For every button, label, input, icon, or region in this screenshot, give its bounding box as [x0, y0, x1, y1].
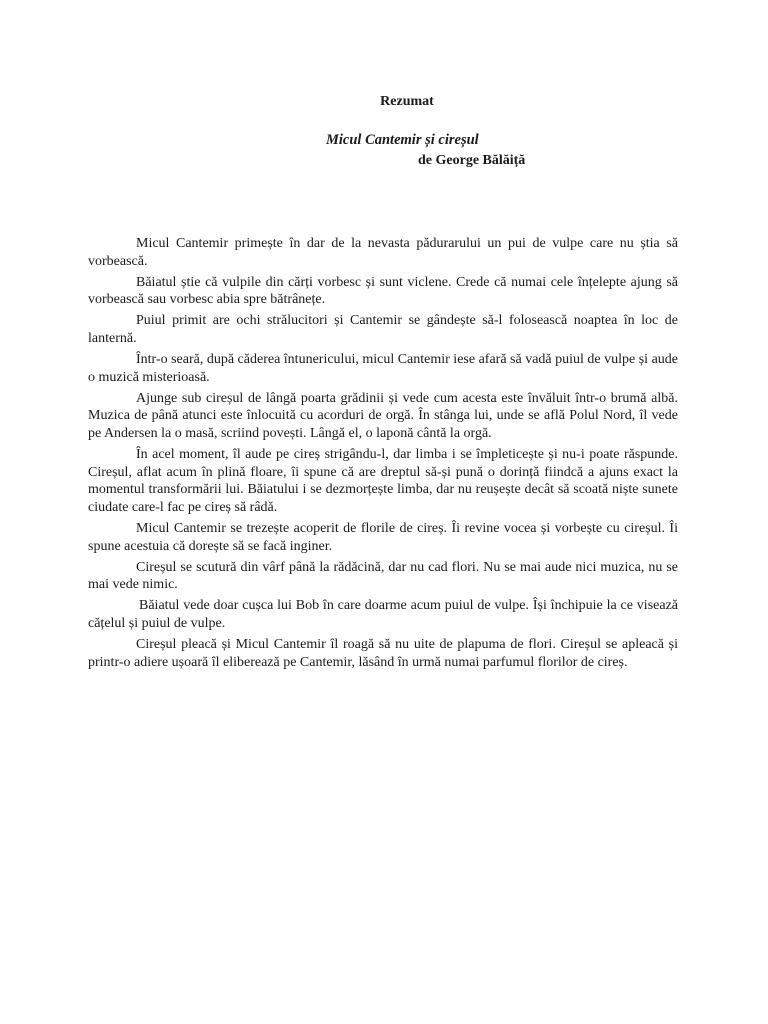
paragraph: Într-o seară, după căderea întunericului, micul Cantemir iese afară să vadă puiul de vulpe și aude o muzică misterioasă. [88, 352, 678, 385]
summary-body [88, 235, 678, 675]
paragraph: Cireșul pleacă și Micul Cantemir îl roagă să nu uite de plapuma de flori. Cireșul se apleacă și printr-o adiere ușoară îl eliberează pe Cantemir, lăsând în urmă numai parfumul florilor de cireș. [88, 636, 678, 670]
paragraph: Micul Cantemir primește în dar de la nevasta pădurarului un pui de vulpe care nu știa să vorbească. [88, 236, 678, 269]
paragraph: În acel moment, îl aude pe cireș strigându-l, dar limba i se împleticește și nu-i poate răspunde. Cireșul, aflat acum în plină floare, îi spune că are dreptul să-și pună o dorință fiindcă a ajuns exact la momentul transformării lui. Băiatului i se dezmorțește limba, dar nu reușește decât să scoată niște sunete ciudate care-l fac pe cireș să râdă. [88, 447, 678, 515]
paragraph: Cireșul se scutură din vârf până la rădăcină, dar nu cad flori. Nu se mai aude nici muzica, nu se mai vede nimic. [88, 559, 678, 593]
paragraph: Puiul primit are ochi strălucitori și Cantemir se gândește să-l folosească noaptea în loc de lanternă. [88, 313, 678, 346]
paragraph: Ajunge sub cireșul de lângă poarta grădinii și vede cum acesta este învăluit într-o brumă albă. Muzica de până atunci este înlocuită cu acorduri de orgă. În stânga lui, unde se află Polul Nord, îl vede pe Andersen la o masă, scriind povești. Lângă el, o laponă cântă la orgă. [88, 390, 678, 441]
paragraph: Băiatul știe că vulpile din cărți vorbesc și sunt viclene. Crede că numai cele înțelepte ajung să vorbească sau vorbesc abia spre bătrânețe. [88, 274, 678, 308]
work-title: Micul Cantemir și cireșul [326, 132, 479, 148]
author-line: de George Bălăiță [418, 153, 526, 168]
paragraph: Băiatul vede doar cușca lui Bob în care doarme acum puiul de vulpe. Își închipuie la ce visează cățelul și puiul de vulpe. [88, 598, 678, 631]
document-heading: Rezumat [380, 94, 434, 109]
paragraph: Micul Cantemir se trezește acoperit de florile de cireș. Îi revine vocea și vorbește cu cireșul. Îi spune acestuia că dorește să se facă inginer. [88, 520, 678, 554]
